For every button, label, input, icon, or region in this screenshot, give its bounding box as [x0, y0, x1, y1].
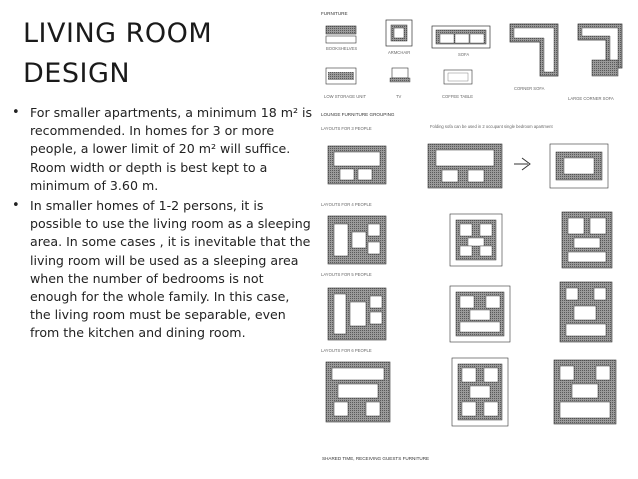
row-label-6-people: LAYOUTS FOR 6 PEOPLE	[321, 348, 372, 353]
slide-title	[23, 14, 303, 94]
layout-6p-b	[452, 358, 508, 426]
storage-unit-icon	[326, 68, 356, 84]
layout-3p-b	[428, 144, 502, 188]
label-corner-sofa: CORNER SOFA	[514, 86, 545, 91]
bullet-item: • For smaller apartments, a minimum 18 m² is recommended. In homes for 3 or more people, a lower limit of 20 m² will suffice. Room width or depth is best kept to a minimum of 3.60 m.	[8, 104, 313, 195]
title-line-2: DESIGN	[23, 58, 131, 89]
label-sofa: SOFA	[458, 52, 470, 57]
bookshelves-icon	[326, 26, 356, 43]
layout-4p-b	[450, 214, 502, 266]
corner-sofa-icon	[510, 24, 558, 76]
layout-3p-a	[328, 146, 386, 184]
tv-icon	[390, 68, 410, 82]
layout-3p-c	[550, 144, 608, 188]
layout-6p-c	[554, 360, 616, 424]
layout-4p-c	[562, 212, 612, 268]
large-corner-sofa-icon	[578, 24, 622, 76]
title-line-1: LIVING ROOM	[23, 18, 213, 49]
layout-5p-a	[328, 288, 386, 340]
bullet-item: • In smaller homes of 1-2 persons, it is possible to use the living room as a sleeping area. In some cases , it is inevitable that the living room will be used as a sleeping area when the number of bedrooms is not enough for the whole family. In this case, the living room must be separable, even from the kitchen and dining room.	[8, 197, 313, 343]
bullet-list	[8, 104, 313, 345]
figure-footer: SHARED TIME, RECEIVING GUESTS FURNITURE	[322, 456, 430, 461]
sofa-icon	[432, 26, 490, 48]
label-armchair: ARMCHAIR	[388, 50, 411, 55]
grouping-note: Folding sofa can be used in 2 occupant single bedroom apartment	[430, 124, 553, 129]
layout-4p-a	[328, 216, 386, 264]
label-large-corner-sofa: LARGE CORNER SOFA	[568, 96, 614, 101]
label-low-storage-unit: LOW STORAGE UNIT	[324, 94, 367, 99]
row-label-5-people: LAYOUTS FOR 5 PEOPLE	[321, 272, 372, 277]
label-coffee-table: COFFEE TABLE	[442, 94, 474, 99]
furniture-layout-figure	[318, 6, 634, 472]
layout-6p-a	[326, 362, 390, 422]
layout-5p-b	[450, 286, 510, 342]
layout-5p-c	[560, 282, 612, 342]
coffee-table-icon	[444, 70, 472, 84]
row-label-3-people: LAYOUTS FOR 3 PEOPLE	[321, 126, 372, 131]
label-bookshelves: BOOKSHELVES	[326, 46, 358, 51]
furniture-diagram	[318, 6, 634, 472]
grouping-header: LOUNGE FURNITURE GROUPING	[321, 112, 395, 117]
label-tv: TV	[396, 94, 402, 99]
furniture-header: FURNITURE	[321, 11, 348, 16]
armchair-icon	[386, 20, 412, 46]
row-label-4-people: LAYOUTS FOR 4 PEOPLE	[321, 202, 372, 207]
